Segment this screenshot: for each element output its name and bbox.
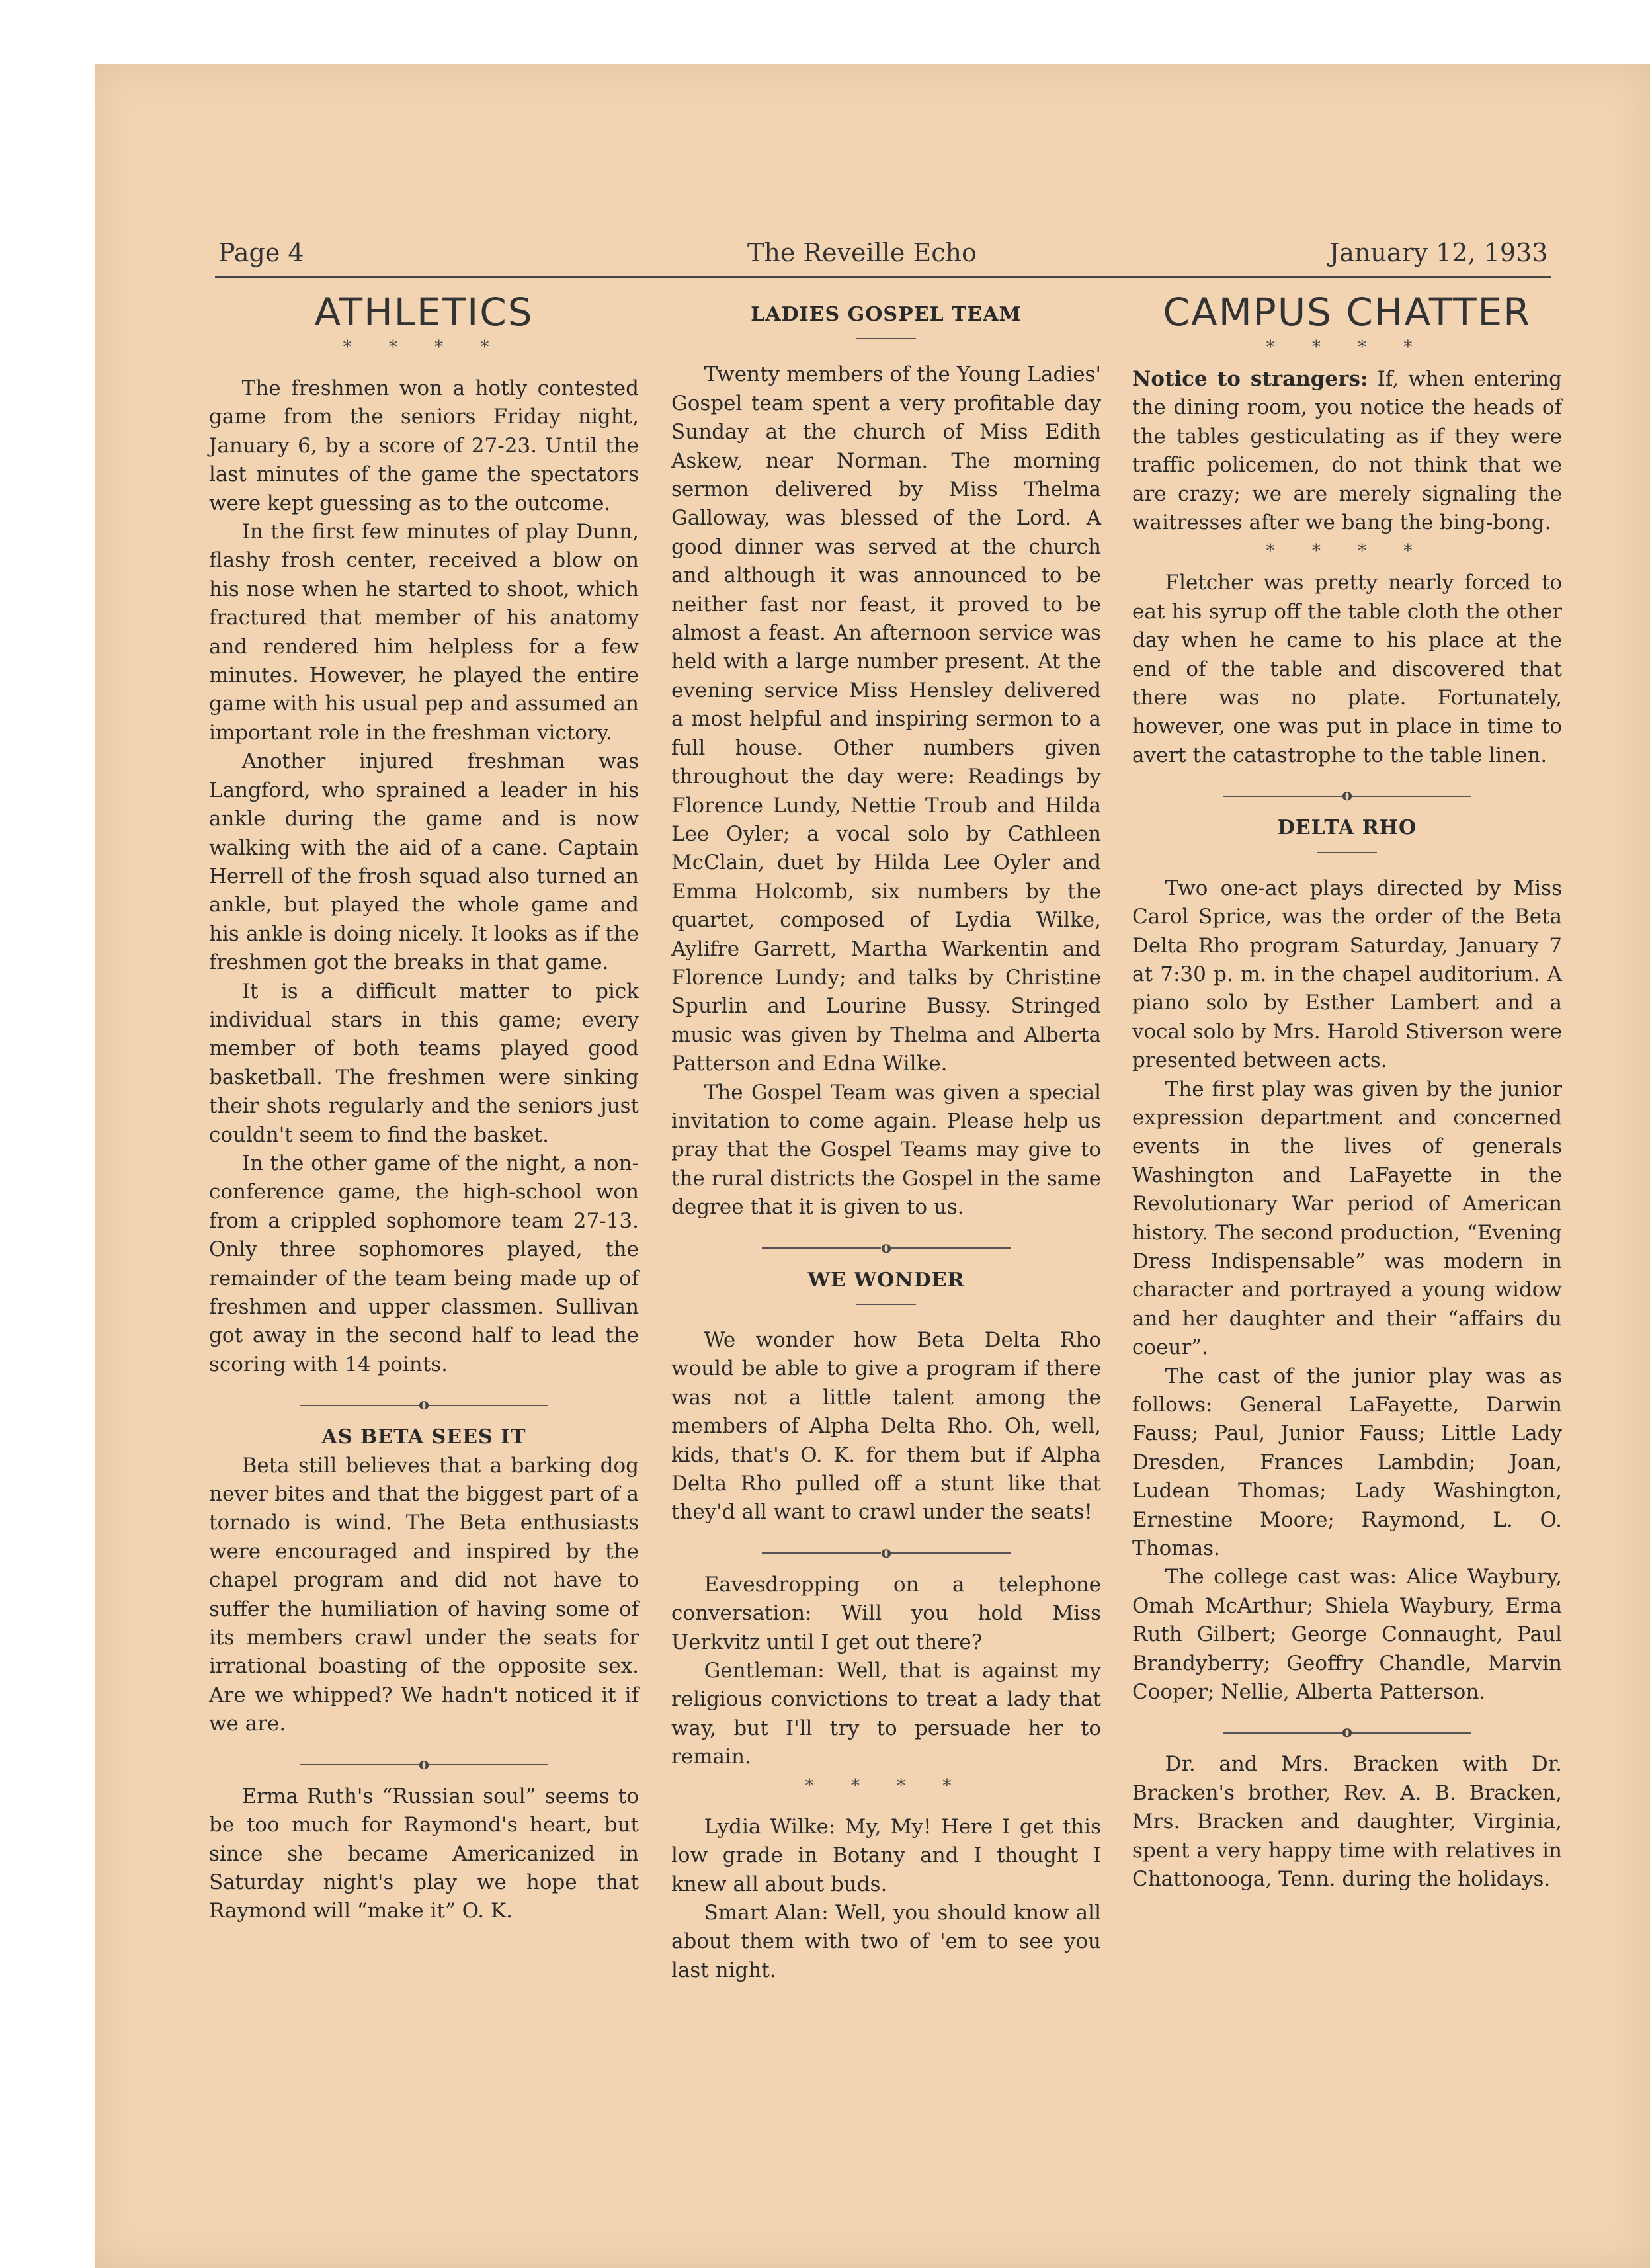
notice-label: Notice to strangers: <box>1132 367 1368 391</box>
article-paragraph: Eavesdropping on a telephone conversation: Will you hold Miss Uerkvitz until I get out there? <box>671 1572 1101 1654</box>
section-divider: o <box>1132 782 1562 808</box>
gospel-heading: LADIES GOSPEL TEAM <box>751 303 1022 326</box>
section-divider: o <box>671 1539 1101 1566</box>
article-paragraph: In the other game of the night, a non-conference game, the high-school won from a crippled sophomore team 27-13. Only three sophomores played, the remainder of the team being made up of freshmen and upper classmen. Sullivan got away in the second half to lead the scoring with 14 points. <box>209 1151 639 1376</box>
heading-rule <box>856 338 916 339</box>
delta-heading: DELTA RHO <box>1277 816 1417 840</box>
section-divider: o <box>209 1391 639 1417</box>
article-paragraph: Another injured freshman was Langford, who sprained a leader in his ankle during the game and is now walking with the aid of a cane. Captain Herrell of the frosh squad also turned an ankle, but played the whole game and his ankle is doing nicely. It looks as if the freshmen got the breaks in that game. <box>209 749 639 975</box>
article-paragraph: Twenty members of the Young Ladies' Gospel team spent a very profitable day Sunday at the church of Miss Edith Askew, near Norman. The morning sermon delivered by Miss Thelma Galloway, was blessed of the Lord. A good dinner was served at the church and although it was announced to be neither fast nor feast, it proved to be almost a feast. An afternoon service was held with a large number present. At the evening service Miss Hensley delivered a most helpful and inspiring sermon to a full house. Other numbers given throughout the day were: Readings by Florence Lundy, Nettie Troub and Hilda Lee Oyler; a vocal solo by Cathleen McClain, duet by Hilda Lee Oyler and Emma Holcomb, six numbers by the quartet, composed of Lydia Wilke, Aylifre Garrett, Martha Warkentin and Florence Lundy; and talks by Christine Spurlin and Lourine Bussy. Stringed music was given by Thelma and Alberta Patterson and Edna Wilke. <box>671 362 1101 1076</box>
article-paragraph: The Gospel Team was given a special invitation to come again. Please help us pray that the Gospel Teams may give to the rural districts the Gospel in the same degree that it is given to us. <box>671 1080 1101 1220</box>
wonder-heading: WE WONDER <box>807 1268 965 1292</box>
heading-rule <box>856 1304 916 1305</box>
newspaper-name: The Reveille Echo <box>747 238 977 267</box>
article-paragraph: Smart Alan: Well, you should know all about them with two of 'em to see you last night. <box>671 1900 1101 1982</box>
article-paragraph: Erma Ruth's “Russian soul” seems to be too much for Raymond's heart, but since she became Americanized in Saturday night's play we hope that Raymond will “make it” O. K. <box>209 1784 639 1923</box>
article-paragraph: The cast of the junior play was as follows: General LaFayette, Darwin Fauss; Paul, Junior Fauss; Little Lady Dresden, Frances Lambdin; Joan, Ludean Thomas; Lady Washington, Ernestine Moore; Raymond, L. O. Thomas. <box>1132 1364 1562 1561</box>
section-divider: o <box>671 1234 1101 1261</box>
article-paragraph: The first play was given by the junior expression department and concerned events in the lives of generals Washington and LaFayette in the Revolutionary War period of American history. The second production, “Evening Dress Indispensable” was modern in character and portrayed a young widow and her daughter and their “affairs du coeur”. <box>1132 1077 1562 1360</box>
beta-heading: AS BETA SEES IT <box>321 1425 526 1449</box>
article-paragraph: Gentleman: Well, that is against my religious convictions to treat a lady that way, but I'll try to persuade her to remain. <box>671 1659 1101 1769</box>
masthead-rule <box>215 276 1551 278</box>
column-left <box>209 291 639 1926</box>
page-number: Page 4 <box>218 238 304 267</box>
athletics-heading: ATHLETICS <box>314 290 534 335</box>
notice-text: If, when entering the dining room, you notice the heads of the tables gesticulating as if they were traffic policemen, do not think that we are crazy; we are merely signaling the waitresses after we bang the bing-bong. <box>1132 367 1562 535</box>
section-stars: * * * * <box>1266 541 1428 562</box>
article-paragraph: The college cast was: Alice Waybury, Omah McArthur; Shiela Waybury, Erma Ruth Gilbert; George Connaught, Paul Brandyberry; Geoffry Chandle, Marvin Cooper; Nellie, Alberta Patterson. <box>1132 1565 1562 1704</box>
column-middle <box>671 291 1101 1985</box>
article-paragraph <box>1132 365 1562 537</box>
article-paragraph: We wonder how Beta Delta Rho would be able to give a program if there was not a little talent among the members of Alpha Delta Rho. Oh, well, kids, that's O. K. for them but if Alpha Delta Rho pulled off a stunt like that they'd all want to crawl under the seats! <box>671 1328 1101 1525</box>
article-paragraph: Beta still believes that a barking dog never bites and that the biggest part of a tornado is wind. The Beta enthusiasts were encouraged and inspired by the chapel program and did not have to suffer the humiliation of having some of its members crawl under the seats for irrational boasting of the opposite sex. Are we whipped? We hadn't noticed it if we are. <box>209 1453 639 1736</box>
section-stars: * * * * <box>805 1775 968 1796</box>
column-right <box>1132 291 1562 1894</box>
article-paragraph: Fletcher was pretty nearly forced to eat his syrup off the table cloth the other day when he came to his place at the end of the table and discovered that there was no plate. Fortunately, however, one was put in place in time to avert the catastrophe to the table linen. <box>1132 571 1562 767</box>
article-paragraph: Two one-act plays directed by Miss Carol Sprice, was the order of the Beta Delta Rho program Saturday, January 7 at 7:30 p. m. in the chapel auditorium. A piano solo by Esther Lambert and a vocal solo by Mrs. Harold Stiverson were presented between acts. <box>1132 876 1562 1073</box>
heading-rule <box>1317 852 1377 853</box>
article-paragraph: In the first few minutes of play Dunn, flashy frosh center, received a blow on his nose when he started to shoot, which fractured that member of his anatomy and rendered him helpless for a few minutes. However, he played the entire game with his usual pep and assumed an important role in the freshman victory. <box>209 520 639 745</box>
issue-date: January 12, 1933 <box>1329 238 1548 267</box>
section-stars: * * * * <box>343 337 505 357</box>
article-paragraph: Dr. and Mrs. Bracken with Dr. Bracken's brother, Rev. A. B. Bracken, Mrs. Bracken and daughter, Virginia, spent a very happy time with relatives in Chattonooga, Tenn. during the holidays. <box>1132 1752 1562 1892</box>
section-divider: o <box>209 1751 639 1777</box>
section-divider: o <box>1132 1718 1562 1745</box>
article-paragraph: It is a difficult matter to pick individual stars in this game; every member of both teams played good basketball. The freshmen were sinking their shots regularly and the seniors just couldn't seem to find the basket. <box>209 979 639 1147</box>
article-paragraph: Lydia Wilke: My, My! Here I get this low grade in Botany and I thought I knew all about buds. <box>671 1814 1101 1896</box>
section-stars: * * * * <box>1266 337 1428 357</box>
chatter-heading: CAMPUS CHATTER <box>1163 290 1532 335</box>
article-paragraph: The freshmen won a hotly contested game from the seniors Friday night, January 6, by a score of 27-23. Until the last minutes of the game the spectators were kept guessing as to the outcome. <box>209 376 639 515</box>
